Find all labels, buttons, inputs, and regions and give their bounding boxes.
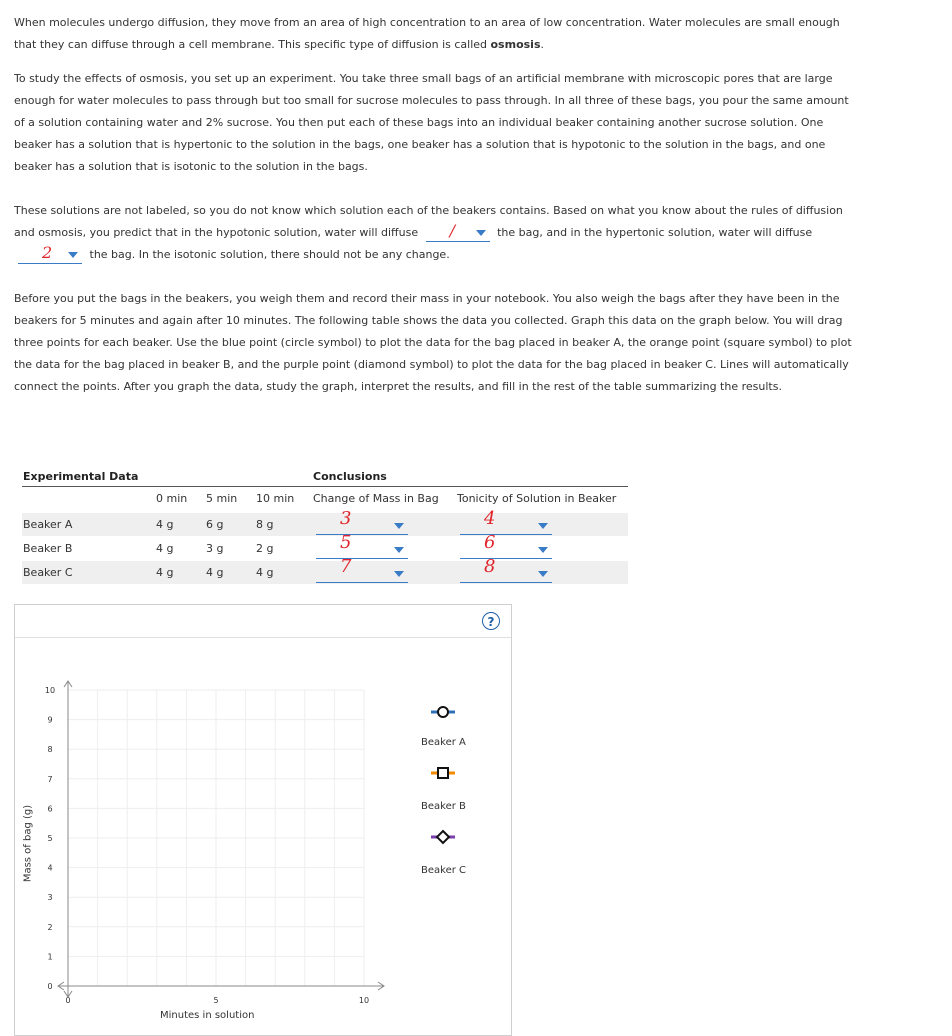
y-tick-label: 4 [47, 863, 53, 873]
y-tick-label: 5 [47, 834, 53, 843]
hypotonic-handwritten-mark: / [449, 220, 455, 240]
intro-paragraph-2 [14, 68, 854, 178]
p4-text: Before you put the bags in the beakers, you weigh them and record their mass in your notebook. You also weigh the bags after they have been in the beakers for 5 minutes and again after 10 minutes. The following table shows the data you collected. Graph this data on the graph below. You will drag three points for each beaker. Use the blue point (circle symbol) to plot the data for the bag placed in beaker A, the orange point (square symbol) to plot the data for the bag placed in beaker B, and the purple point (diamond symbol) to plot the data for the bag placed in beaker C. Lines will automatically connect the points. After you graph the data, study the graph, interpret the results, and fill in the rest of the table summarizing the results. [14, 292, 852, 393]
chevron-down-icon [394, 523, 404, 529]
chevron-down-icon [538, 547, 548, 553]
mass-0: 4 g [156, 542, 174, 555]
tonicity-handwritten-mark: 8 [484, 556, 496, 577]
intro-paragraph-3 [14, 200, 854, 266]
change-handwritten-mark: 7 [340, 556, 352, 577]
row-label: Beaker C [23, 566, 73, 579]
col-tonicity: Tonicity of Solution in Beaker [457, 492, 617, 505]
osmosis-term: osmosis [490, 38, 541, 51]
mass-5: 3 g [206, 542, 224, 555]
p1-text: When molecules undergo diffusion, they move from an area of high concentration to an area of low concentration. Water molecules are small enough that they can diffuse through a cell membrane. This specific type of diffusion is called [14, 16, 840, 51]
header-divider [22, 486, 628, 487]
change-of-mass-select-c[interactable] [316, 556, 408, 583]
mass-0: 4 g [156, 566, 174, 579]
p3-text-c: the bag. In the isotonic solution, there should not be any change. [89, 248, 450, 261]
x-tick-label: 5 [213, 996, 219, 1005]
row-label: Beaker B [23, 542, 73, 555]
x-axis-label: Minutes in solution [160, 1010, 255, 1021]
mass-5: 6 g [206, 518, 224, 531]
chevron-down-icon [476, 230, 486, 236]
col-10-min: 10 min [256, 492, 295, 505]
y-tick-label: 0 [47, 982, 53, 991]
experimental-data-title: Experimental Data [23, 470, 139, 483]
graph-panel [14, 604, 512, 1036]
tonicity-handwritten-mark: 4 [484, 508, 496, 529]
table-row [22, 532, 628, 560]
chevron-down-icon [394, 547, 404, 553]
row-label: Beaker A [23, 518, 73, 531]
hypertonic-direction-select[interactable] [18, 242, 82, 264]
y-tick-label: 8 [47, 745, 53, 755]
y-tick-label: 9 [47, 715, 53, 725]
y-tick-label: 2 [47, 922, 53, 932]
change-of-mass-select-b[interactable] [316, 532, 408, 559]
mass-0: 4 g [156, 518, 174, 531]
mass-5: 4 g [206, 566, 224, 579]
hypotonic-direction-select[interactable] [426, 220, 490, 242]
change-of-mass-select-a[interactable] [316, 508, 408, 535]
intro-paragraph-4 [14, 288, 854, 398]
chevron-down-icon [394, 571, 404, 577]
col-0-min: 0 min [156, 492, 188, 505]
mass-10: 4 g [256, 566, 274, 579]
hypertonic-handwritten-mark: 2 [42, 242, 53, 262]
p1-end: . [540, 38, 544, 51]
chevron-down-icon [68, 252, 78, 258]
y-axis-label: Mass of bag (g) [22, 804, 34, 883]
chevron-down-icon [538, 571, 548, 577]
tonicity-select-a[interactable] [460, 508, 552, 535]
y-tick-label: 7 [47, 774, 53, 784]
tonicity-select-b[interactable] [460, 532, 552, 559]
y-tick-label: 10 [44, 686, 56, 695]
chevron-down-icon [538, 523, 548, 529]
col-change-of-mass: Change of Mass in Bag [313, 492, 439, 505]
y-tick-label: 6 [47, 804, 53, 814]
table-row [22, 556, 628, 584]
mass-10: 2 g [256, 542, 274, 555]
legend-label-beaker-b: Beaker B [421, 801, 466, 812]
change-handwritten-mark: 5 [340, 532, 352, 553]
intro-paragraph-1 [14, 12, 854, 56]
x-tick-label: 10 [358, 996, 370, 1005]
graph-toolbar [15, 605, 511, 638]
p3-text-a: These solutions are not labeled, so you do not know which solution each of the beakers contains. Based on what you know about the rules of diffusion and osmosis, you predict that in the hypotonic solution, water will diffuse [14, 204, 843, 239]
y-tick-label: 3 [47, 893, 53, 903]
p3-text-b: the bag, and in the hypertonic solution, water will diffuse [497, 226, 813, 239]
tonicity-select-c[interactable] [460, 556, 552, 583]
change-handwritten-mark: 3 [340, 508, 352, 529]
legend-label-beaker-a: Beaker A [421, 737, 466, 748]
tonicity-handwritten-mark: 6 [484, 532, 496, 553]
col-5-min: 5 min [206, 492, 238, 505]
help-icon[interactable]: ? [482, 612, 500, 630]
y-tick-label: 1 [47, 952, 53, 962]
table-row [22, 508, 628, 536]
x-tick-label: 0 [65, 996, 71, 1005]
p2-text: To study the effects of osmosis, you set up an experiment. You take three small bags of an artificial membrane with microscopic pores that are large enough for water molecules to pass through but too small for sucrose molecules to pass through. In all three of these bags, you pour the same amount of a solution containing water and 2% sucrose. You then put each of these bags into an individual beaker containing another sucrose solution. One beaker has a solution that is hypertonic to the solution in the bags, one beaker has a solution that is hypotonic to the solution in the bags, and one beaker has a solution that is isotonic to the solution in the bags. [14, 72, 849, 173]
mass-10: 8 g [256, 518, 274, 531]
legend-label-beaker-c: Beaker C [421, 865, 466, 876]
conclusions-title: Conclusions [313, 470, 387, 483]
